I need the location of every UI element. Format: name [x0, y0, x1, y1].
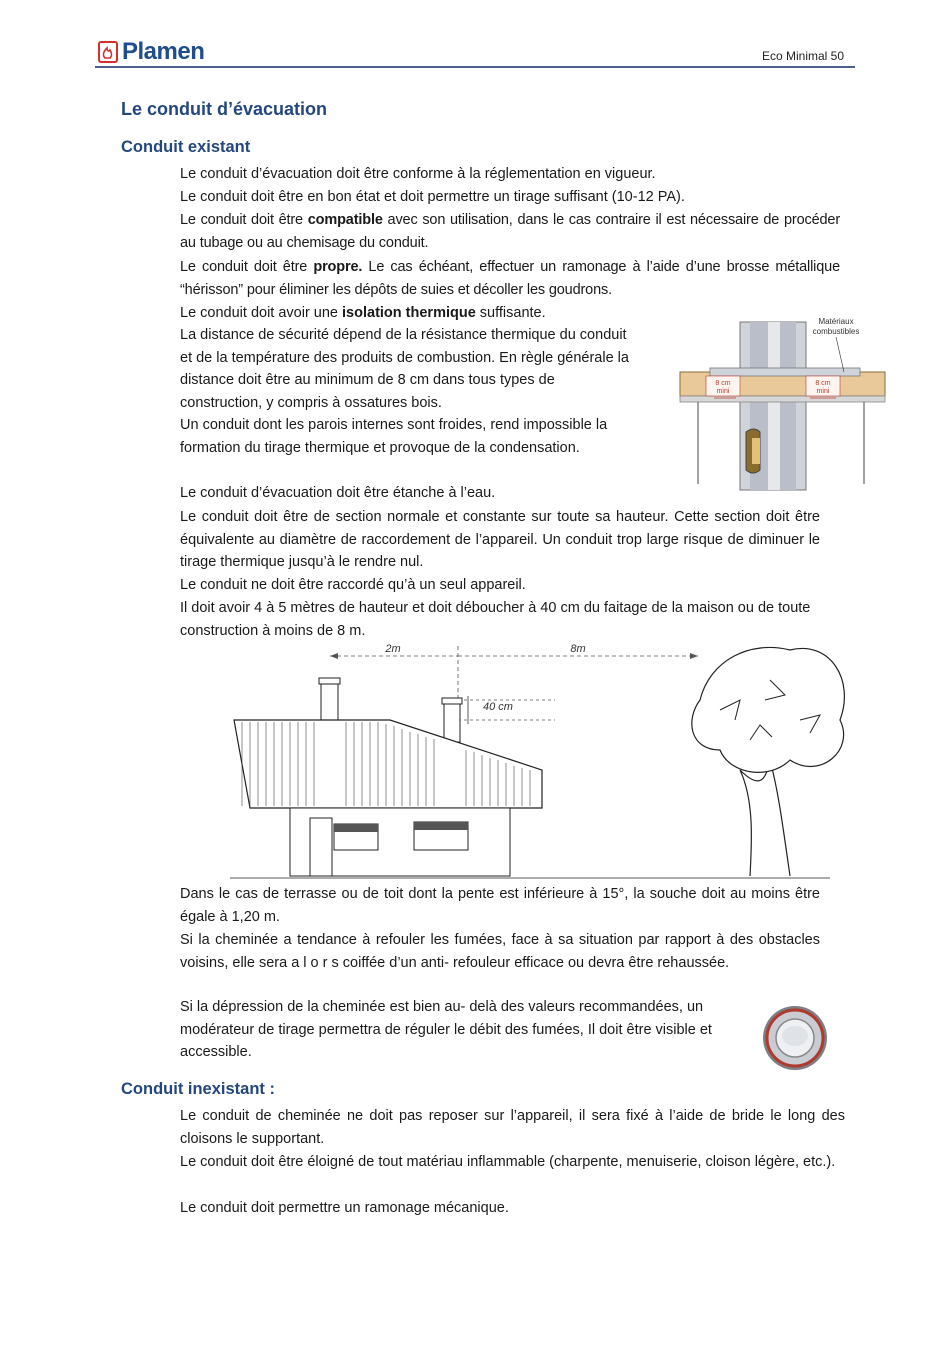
paragraph: Le conduit de cheminée ne doit pas reposer sur l’appareil, il sera fixé à l’aide de bride le long des cloisons le supportant. [180, 1108, 845, 1147]
header-divider [95, 66, 855, 68]
clearance-label-right: mini [816, 388, 830, 395]
paragraph: Si la cheminée a tendance à refouler les fumées, face à sa situation par rapport à des obstacles voisins, elle sera a l o r s coiffée d’un anti- refouleur efficace ou devra être rehaussée. [180, 932, 820, 971]
materials-label: combustibles [812, 327, 860, 336]
flame-logo-icon [98, 41, 118, 63]
section-title-existing: Conduit existant [121, 138, 251, 156]
draft-regulator-image [755, 1004, 835, 1072]
paragraph: Le conduit d’évacuation doit être étanche à l’eau. [180, 485, 496, 501]
chimney-height-figure [230, 640, 845, 882]
page-title: Le conduit d’évacuation [121, 99, 328, 119]
flue-clearance-figure [676, 314, 891, 492]
paragraph: Le conduit d’évacuation doit être conforme à la réglementation en vigueur. [180, 166, 656, 182]
brand-logo [98, 38, 204, 66]
distance-label-8m: 8m [570, 643, 586, 655]
distance-label-2m: 2m [385, 643, 401, 655]
paragraph: Le conduit doit être éloigné de tout matériau inflammable (charpente, menuiserie, cloison légère, etc.). [180, 1154, 836, 1170]
paragraph: Le conduit doit avoir une isolation thermique suffisante. [180, 305, 546, 321]
paragraph: Le conduit doit être propre. Le cas échéant, effectuer un ramonage à l’aide d’une brosse métallique “hérisson” pour éliminer les dépôts de suies et décoller les goudrons. [180, 259, 840, 298]
paragraph: La distance de sécurité dépend de la résistance thermique du conduit et de la température des produits de combustion. En règle générale la distance doit être au minimum de 8 cm dans tous types de construction, y compris à ossatures bois. [180, 327, 629, 411]
paragraph: Le conduit doit être en bon état et doit permettre un tirage suffisant (10-12 PA). [180, 189, 685, 205]
paragraph: Un conduit dont les parois internes sont froides, rend impossible la formation du tirage thermique et provoque de la condensation. [180, 417, 608, 456]
logo-text: Plamen [122, 38, 205, 65]
height-label-40cm: 40 cm [483, 701, 513, 713]
paragraph: Dans le cas de terrasse ou de toit dont la pente est inférieure à 15°, la souche doit au moins être égale à 1,20 m. [180, 886, 820, 925]
clearance-label-left: 8 cm [715, 380, 731, 387]
clearance-label-left: mini [716, 388, 730, 395]
section-title-nonexisting: Conduit inexistant : [121, 1080, 275, 1098]
paragraph: Si la dépression de la cheminée est bien au- delà des valeurs recommandées, un modérateur de tirage permettra de réguler le débit des fumées, Il doit être visible et accessible. [180, 999, 712, 1060]
paragraph: Le conduit doit permettre un ramonage mécanique. [180, 1200, 509, 1216]
paragraph: Il doit avoir 4 à 5 mètres de hauteur et doit déboucher à 40 cm du faitage de la maison ou de toute construction à moins de 8 m. [180, 600, 811, 639]
paragraph: Le conduit ne doit être raccordé qu’à un seul appareil. [180, 577, 526, 593]
paragraph: Le conduit doit être compatible avec son utilisation, dans le cas contraire il est nécessaire de procéder au tubage ou au chemisage du conduit. [180, 212, 841, 251]
clearance-label-right: 8 cm [815, 380, 831, 387]
document-title: Eco Minimal 50 [761, 49, 844, 63]
materials-label: Matériaux [818, 317, 854, 326]
paragraph: Le conduit doit être de section normale et constante sur toute sa hauteur. Cette section doit être équivalente au diamètre de raccordement de l’appareil. Un conduit trop large risque de diminuer le tirage thermique jusqu’à le rendre nul. [180, 509, 820, 570]
